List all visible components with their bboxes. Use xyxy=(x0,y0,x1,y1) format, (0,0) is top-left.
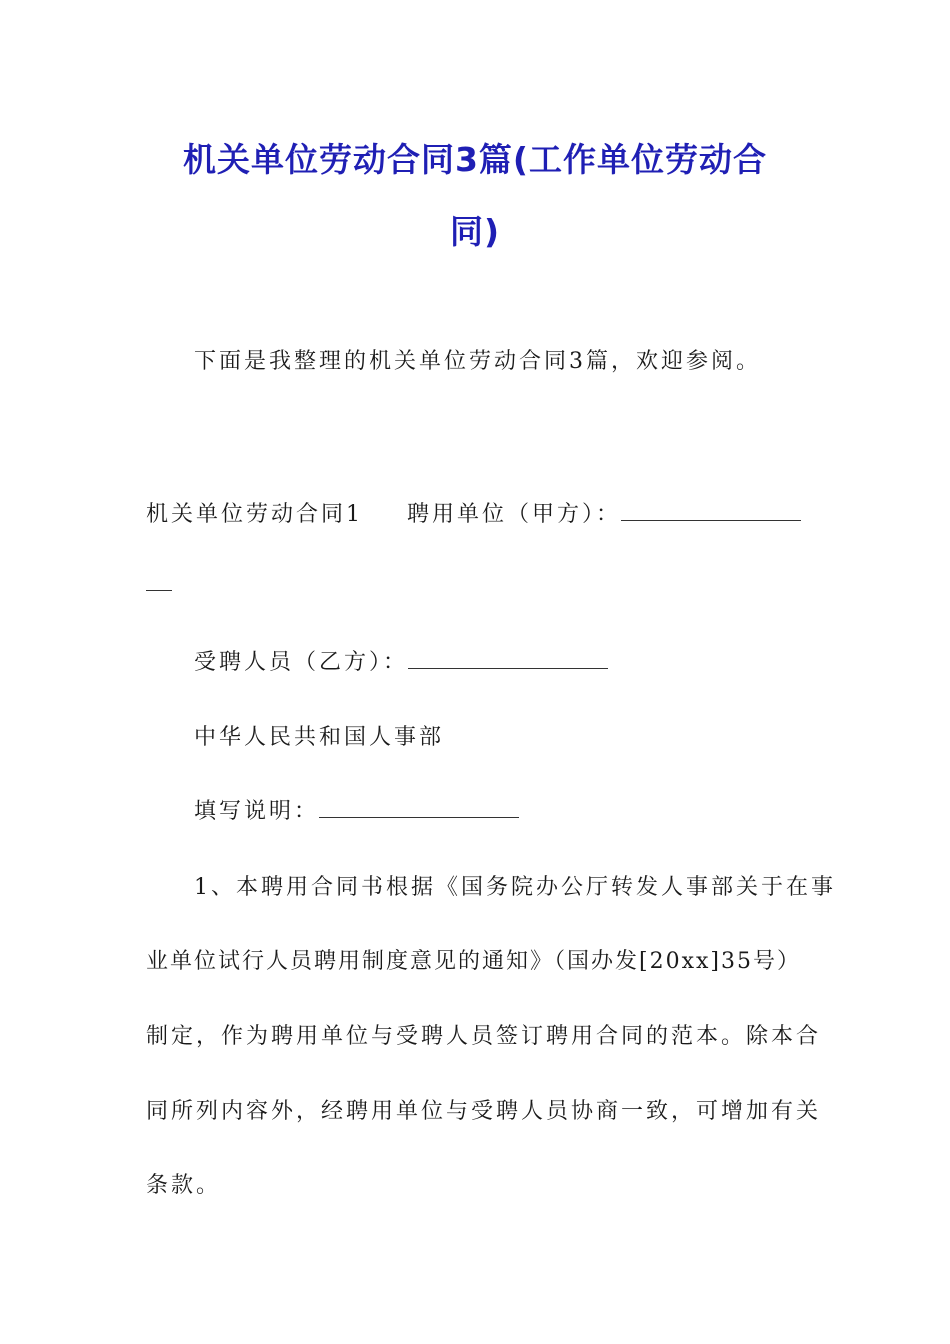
employer-blank-line-end xyxy=(146,572,172,591)
intro-text: 下面是我整理的机关单位劳动合同3篇，欢迎参阅。 xyxy=(194,349,761,374)
paragraph-1-line-1: 1、本聘用合同书根据《国务院办公厅转发人事部关于在事 xyxy=(194,875,836,900)
document-title-line-2: 同) xyxy=(449,212,501,251)
paragraph-1-line-3: 制定，作为聘用单位与受聘人员签订聘用合同的范本。除本合 xyxy=(146,1024,822,1049)
employer-blank-continuation xyxy=(146,572,172,597)
instructions-label: 填写说明： xyxy=(194,799,320,824)
contract-heading-row xyxy=(146,497,801,528)
employer-blank-line xyxy=(621,502,801,521)
contract-heading: 机关单位劳动合同1 xyxy=(146,502,363,527)
employee-blank-line xyxy=(408,650,608,669)
instructions-row xyxy=(194,794,519,825)
paragraph-1-line-2: 业单位试行人员聘用制度意见的通知》（国办发[20xx]35号） xyxy=(146,949,801,974)
ministry-text: 中华人民共和国人事部 xyxy=(194,725,445,750)
paragraph-1-line-4: 同所列内容外，经聘用单位与受聘人员协商一致，可增加有关 xyxy=(146,1099,822,1124)
employer-label: 聘用单位（甲方）： xyxy=(407,502,622,527)
document-title-line-1: 机关单位劳动合同3篇(工作单位劳动合 xyxy=(182,140,768,179)
instructions-blank-line xyxy=(319,799,519,818)
employee-row xyxy=(194,645,608,676)
employee-label: 受聘人员（乙方）： xyxy=(194,650,409,675)
paragraph-1-line-5: 条款。 xyxy=(146,1173,222,1198)
